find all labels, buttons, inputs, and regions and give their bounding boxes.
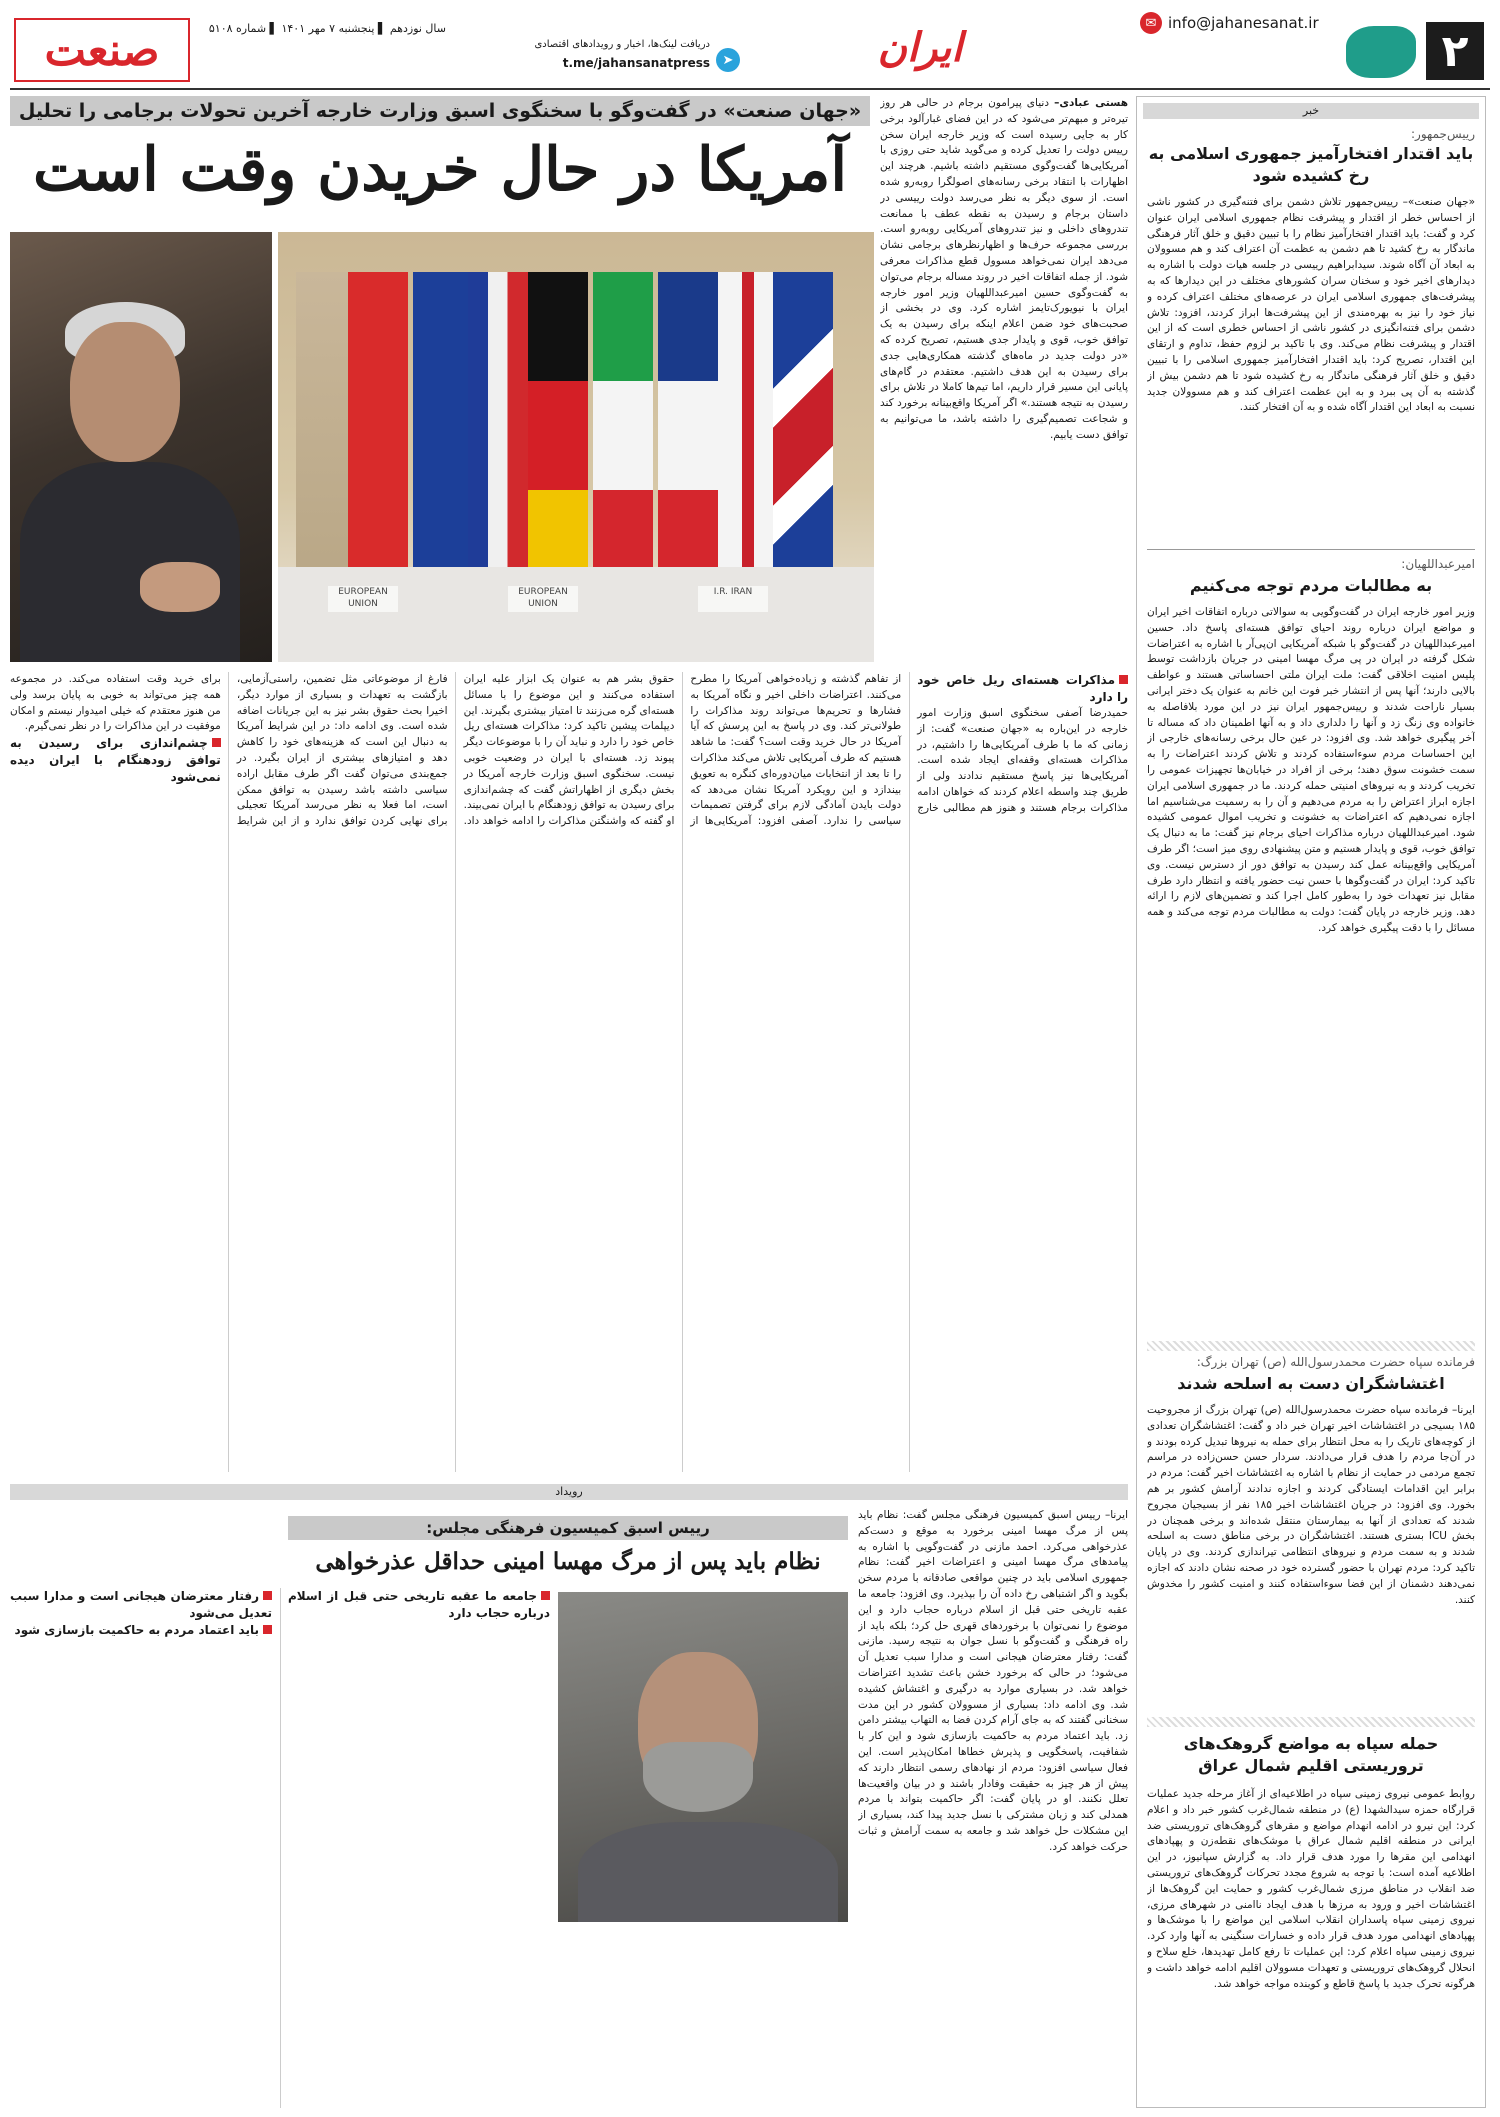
article-body: حمیدرضا آصفی سخنگوی اسبق وزارت امور خارجه در این‌باره به «جهان صنعت» گفت: از زمانی که ما با طرف آمریکایی‌ها را داشتیم، در مذاکرات هسته‌ای وقفه‌ای ایجاد شده است. آمریکایی‌ها نیز پاسخ مستقیم ندادند ولی از طریق چند واسطه اعلام کردند که خواهان ادامه مذاکرات برجام هستند و هنوز هم مطالبی خارج از تفاهم گذشته و زیاده‌خواهی آمریکا را مطرح می‌کنند. اعتراضات داخلی اخیر و نگاه آمریکا به فشارها و تحریم‌ها می‌تواند روند مذاکرات را طولانی‌تر کند. وی در پاسخ به این پرسش که آیا آمریکا در حال خرید وقت است؟ گفت: ما شاهد هستیم که طرف آمریکایی تلاش می‌کند مذاکرات را تا بعد از انتخابات میان‌دوره‌ای کنگره به تعویق بیندازد و این رویکرد آمریکا نشان می‌دهد که دولت بایدن آمادگی لازم برای گرفتن تصمیمات سیاسی را ندارد. آصفی افزود: آمریکایی‌ها از حقوق بشر هم به عنوان یک ابزار علیه ایران استفاده می‌کنند و این موضوع را با مسائل هسته‌ای گره می‌زنند تا امتیاز بیشتری بگیرند. این دیپلمات پیشین تاکید کرد: مذاکرات هسته‌ای ریل خاص خود را دارد و نباید آن را با موضوعات دیگر پیوند زد. هسته‌ای با ایران در وضعیت خوبی نیست. سخنگوی اسبق وزارت خارجه آمریکا در بخش دیگری از اظهاراتش گفت که چشم‌اندازی برای رسیدن به توافق زودهنگام با ایران نمی‌بیند. او گفته که واشنگتن مذاکرات را ادامه خواهد داد. فارغ از موضوعاتی مثل تضمین، راستی‌آزمایی، بازگشت به تعهدات و بسیاری از موارد دیگر، اخیرا بحث حقوق بشر نیز به این جریانات اضافه شده است. وی ادامه داد: در این شرایط آمریکا به دنبال این است که هزینه‌های خود را کاهش دهد و امتیازهای بیشتری از ایران بگیرد. در جمع‌بندی می‌توان گفت اگر طرف مقابل اراده سیاسی داشته باشد رسیدن به توافق ممکن است، اما فعلا به نظر می‌رسد آمریکا تعجیلی برای نهایی کردن توافق ندارد و از این شرایط برای خرید وقت استفاده می‌کند. در مجموعه همه چیز می‌تواند به خوبی به پایان برسد ولی من هنوز معتقدم که خیلی امیدوار نیستم و امکان موفقیت در این مذاکرات را در نظر نمی‌گیرم. [10, 673, 1128, 828]
hatch-divider [1147, 1717, 1475, 1727]
item-body: روابط عمومی نیروی زمینی سپاه در اطلاعیه‌ای از آغاز مرحله جدید عملیات قرارگاه حمزه سیدالشهدا (ع) در منطقه شمال‌غرب کشور خبر داد و اعلام کرد: این نیرو در ادامه انهدام مواضع و مقرهای گروهک‌های تروریستی ضد ایرانی در منطقه اقلیم شمال عراق با موشک‌های نقطه‌زن و پهپادهای انهدامی این مقرها را مورد هدف قرار داد. به گزارش سپانیوز، در این اطلاعیه آمده است: با توجه به شروع مجدد تحرکات گروهک‌های تروریستی ضد انقلاب در مناطق مرزی شمال‌غرب کشور و حمایت این گروهک‌ها از اغتشاشات اخیر و ورود به مرزها با هدف ایجاد ناامنی در شهرهای مرزی، نیروی زمینی سپاه پاسداران انقلاب اسلامی این مواضع را با موشک‌ها و پهپادهای انهدامی مورد هدف قرار داده و خسارات سنگینی به آنها وارد کرد. نیروی زمینی سپاه اعلام کرد: این عملیات تا رفع کامل تهدیدها، خلع سلاح و انحلال گروهک‌های تروریستی و تعهدات مسوولان اقلیم ادامه خواهد داشت و هرگونه تحرک جدید با پاسخ قاطع و کوبنده مواجه خواهد شد. [1147, 1788, 1475, 1990]
byline: هستی عبادی– [1054, 97, 1128, 109]
item-kicker: رییس‌جمهور: [1411, 127, 1475, 141]
page-number: ۲ [1426, 22, 1484, 80]
interviewee-photo [10, 232, 272, 662]
sub-headline: نظام باید پس از مرگ مهسا امینی حداقل عذرخواهی [315, 1548, 821, 1575]
sub-article-body: ایرنا– رییس اسبق کمیسیون فرهنگی مجلس گفت: نظام باید پس از مرگ مهسا امینی برخورد به موقع و دست‌کم عذرخواهی می‌کرد. احمد مازنی در گفت‌وگویی با اشاره به پیامدهای مرگ مهسا امینی و اعتراضات اخیر گفت: نظام جمهوری اسلامی باید در چنین مواقعی صادقانه با مردم سخن بگوید و اگر اشتباهی رخ داده آن را بپذیرد. وی افزود: جامعه ما عقبه تاریخی حتی قبل از اسلام درباره حجاب دارد و این موضوع را نمی‌توان با برخوردهای قهری حل کرد؛ بلکه باید از راه فرهنگی و گفت‌وگو با نسل جوان به نتیجه رسید. مازنی گفت: رفتار معترضان هیجانی است و مدارا سبب تعدیل آن می‌شود؛ در حالی که برخورد خشن باعث تشدید اعتراضات خواهد شد. در بسیاری موارد به درگیری و اغتشاش کشیده شد. وی ادامه داد: بسیاری از مسوولان کشور در این مدت سخنانی گفتند که به جای آرام کردن فضا به التهاب بیشتر دامن زد. باید اعتماد مردم به حاکمیت بازسازی شود و این کار با شفافیت، پاسخگویی و پذیرش خطاها امکان‌پذیر است. این فعال سیاسی افزود: مردم از نهادهای رسمی انتظار دارند که پیش از هر چیز به حقیقت وفادار باشند و در بیان واقعیت‌ها تعلل نکنند. او در پایان گفت: اگر حاکمیت بتواند با مردم همدلی کند و زبان مشترکی با نسل جدید پیدا کند، بسیاری از این مشکلات حل خواهد شد و جامعه به سمت آرامش و ثبات حرکت خواهد کرد. [858, 1509, 1128, 1853]
telegram-link[interactable]: t.me/jahansanatpress [562, 56, 710, 70]
sidebar-label: خبر [1143, 103, 1479, 119]
article-headline: آمریکا در حال خریدن وقت است [32, 135, 847, 205]
article-supertitle: «جهان صنعت» در گفت‌وگو با سخنگوی اسبق وزارت خارجه آخرین تحولات برجامی را تحلیل [10, 96, 870, 126]
telegram-text: دریافت لینک‌ها، اخبار و رویدادهای اقتصادی [534, 39, 710, 50]
jahan-sanat-logo [14, 18, 190, 82]
item-kicker: فرمانده سپاه حضرت محمدرسول‌الله (ص) تهران بزرگ: [1196, 1355, 1475, 1369]
email-contact[interactable] [1140, 10, 1340, 36]
iran-map-icon [1346, 26, 1416, 78]
red-square-icon [212, 738, 221, 747]
placard-eu: EUROPEAN UNION [328, 586, 398, 612]
telegram-promo[interactable] [440, 30, 740, 80]
subhead-no-early-deal: چشم‌اندازی برای رسیدن به توافق زودهنگام با ایران دیده نمی‌شود [10, 736, 221, 785]
subhead-hijab-history: جامعه ما عقبه تاریخی حتی قبل از اسلام درباره حجاب دارد [288, 1589, 550, 1620]
envelope-icon: ✉ [1140, 12, 1162, 34]
subhead-protesters: رفتار معترضان هیجانی است و مدارا سبب تعدیل می‌شود [10, 1589, 272, 1620]
item-separator [1147, 549, 1475, 550]
mazeni-photo [558, 1592, 848, 1922]
item-headline: حمله سپاه به مواضع گروهک‌های تروریستی اقلیم شمال عراق [1183, 1734, 1439, 1775]
email-address: info@jahanesanat.ir [1168, 14, 1319, 32]
issue-info: سال نوزدهم ▌ پنجشنبه ۷ مهر ۱۴۰۱ ▌ شماره ۵۱۰۸ [208, 22, 446, 35]
item-body: «جهان صنعت»– رییس‌جمهور تلاش دشمن برای فتنه‌گیری در کشور ناشی از احساس خطر از اقتدار و پیشرفت نظام جمهوری اسلامی ایران عنوان کرد و گفت: باید اقتدار افتخارآمیز نظام را با تبیین دقیق و خلق آثار فرهنگی ماندگار به رخ کشید تا هم دشمن به عظمت آن اعتراف کند و هم مسوولان به ابعاد آن آگاه شوند. سیدابراهیم رییسی در جلسه هیات دولت با اشاره به دیدارهای اخیر خود و سخنان سران کشورهای مختلف در این دیدارها که به پیشرفت‌های جمهوری اسلامی ایران در عرصه‌های مختلف اعتراف کرده و نیاز خود را نیز به بهره‌مندی از این پیشرفت‌ها ابراز کردند، افزود: تلاش دشمن برای فتنه‌انگیزی در کشور ناشی از احساس خطری است که از این اقتدار و پیشرفت نظام می‌کند. وی با تاکید بر لزوم حفظ، تداوم و ارتقای این اقتدار، تصریح کرد: باید اقتدار افتخارآمیز جمهوری اسلامی را با تبیین دقیق و خلق آثار فرهنگی ماندگار به رخ کشیده شود تا هم دشمن بیش از گذشته به آن پی ببرد و به این عظمت اعتراف کند و هم مسوولان جدید نسبت به ابعاد این اقتدار آگاه شده و به آن افتخار کنند. [1147, 196, 1475, 414]
hatch-divider [1147, 1341, 1475, 1351]
section-title: ایران [877, 24, 963, 71]
red-square-icon [263, 1591, 272, 1600]
item-headline: اغتشاشگران دست به اسلحه شدند [1177, 1374, 1445, 1393]
item-body: وزیر امور خارجه ایران در گفت‌وگویی به سوالاتی درباره اتفاقات اخیر ایران و مواضع ایران درباره روند احیای توافق هسته‌ای پاسخ داد. حسین امیرعبداللهیان در گفت‌وگو با شبکه آمریکایی ان‌پی‌آر با اشاره به اعتراضات شکل گرفته در ایران در پی مرگ مهسا امینی در جریان بازداشت توسط پلیس امنیت اخلاقی گفت: ملت ایران ملتی احساساتی هستند و عواطف بالایی دارند؛ آنها پس از انتشار خبر فوت این خانم به عنوان یک دختر ایرانی بسیار ناراحت شدند و رییس‌جمهور ایران نیز در این مورد بلافاصله به خانواده وی زنگ زد و آنها را دلداری داد و به آنها اطمینان داد که مساله تا آخر پیگیری خواهد شد. وی افزود: در عین حال برخی رسانه‌های خارجی از این احساسات مردم سوءاستفاده کردند و تلاش کردند اعتراضات را به سمت خشونت سوق دهند؛ برخی از افراد در خیابان‌ها تجهیزات عمومی را تخریب کردند و به نیروهای امنیتی حمله کردند. ما در جمهوری اسلامی ایران اجازه ابراز اعتراض را به مردم می‌دهیم و آن را به رسمیت می‌شناسیم اما اجازه نمی‌دهیم که اعتراضات به خشونت و تخریب اموال عمومی کشیده شود. امیرعبداللهیان درباره مذاکرات احیای برجام نیز گفت: ما به دنبال یک توافق خوب، قوی و پایدار هستیم و متن پیشنهادی روی میز است؛ اگر طرف آمریکایی واقع‌بینانه عمل کند رسیدن به توافق دور از دسترس نیست. وی تاکید کرد: ایران در گفت‌وگوها با حسن نیت حضور یافته و انتظار دارد طرف مقابل نیز تعهدات خود را به‌طور کامل اجرا کند و تضمین‌های لازم را ارائه دهد. وزیر خارجه در پایان گفت: دولت به مطالبات مردم توجه می‌کند و همه مسائل را با دقت پیگیری خواهد کرد. [1147, 606, 1475, 934]
item-kicker: امیرعبداللهیان: [1401, 557, 1475, 571]
sub-left-columns [10, 1588, 550, 2108]
article-body-columns [10, 672, 1128, 1472]
red-square-icon [263, 1625, 272, 1634]
lead-text: دنیای پیرامون برجام در حالی هر روز تیره‌تر و مبهم‌تر می‌شود که در این فضای غبارآلود برخی کار به جایی رسیده است که وزیر خارجه ایران سخن رییس دولت را تعدیل کرده و می‌گوید شاید حتی روزی با آمریکایی‌ها گفت‌وگوی مستقیم داشته باشیم. هرچند این اظهارات با انتقاد برخی رسانه‌های اصولگرا روبه‌رو شده است. از سوی دیگر به نظر می‌رسد دولت رییسی در داستان برجام و رسیدن به نقطه عطف با ممانعت تندروهای داخلی و نیز تندروهای آمریکایی روبه‌رو است. بررسی مجموعه حرف‌ها و اظهارنظرهای برجامی نشان می‌دهد ایران نمی‌خواهد مسوول قطع مذاکرات معرفی شود. از جمله اتفاقات اخیر در روند مساله برجام می‌توان به گفت‌وگوی حسین امیرعبداللهیان وزیر امور خارجه ایران با نیویورک‌تایمز اشاره کرد. وی در بخشی از صحبت‌های خود ضمن اعلام اینکه برای رسیدن به یک توافق خوب، قوی و پایدار جدی هستیم، تصریح کرده که «در دولت جدید در ماه‌های گذشته همکاری‌هایی جدی برای رسیدن به این هدف داشتیم. معتقدم در گام‌های پایانی این مسیر قرار داریم، اما تیم‌ها کاملا در تلاش برای رسیدن به نتیجه هستند.» اگر آمریکا واقع‌بینانه برخورد کند و شجاعت تصمیم‌گیری را داشته باشد، ما می‌توانیم به توافق دست یابیم. [880, 97, 1128, 441]
item-body: ایرنا– فرمانده سپاه حضرت محمدرسول‌الله (ص) تهران بزرگ از مجروحیت ۱۸۵ بسیجی در اغتشاشات اخیر تهران خبر داد و گفت: اغتشاشگران تعدادی از کوچه‌های تاریک را به محل انتظار برای حمله به نیروها تبدیل کرده بودند و در آن‌جا مردم را هدف قرار می‌دادند. سردار حسن حسن‌زاده در مراسم تجمع مردمی در حمایت از نظام با اشاره به اغتشاشات اخیر گفت: مردم در برابر این اقدامات ایستادگی کردند و اجازه ندادند آرامش کشور بر هم بخورد. وی افزود: در جریان اغتشاشات اخیر ۱۸۵ نفر از بسیجیان مجروح شدند که تعدادی از آنها به بیمارستان منتقل شده‌اند و برخی همچنان در بخش ICU بستری هستند. اغتشاشگران در برخی مناطق دست به اسلحه شدند و به سمت مردم و نیروهای انتظامی تیراندازی کردند. وی در پایان تاکید کرد: مردم تهران با حضور گسترده خود در صحنه نشان دادند که اجازه نمی‌دهند دشمنان از این فضا سوءاستفاده کنند و امنیت کشور را مخدوش کنند. [1147, 1404, 1475, 1606]
masthead-rule [10, 88, 1490, 90]
item-headline: به مطالبات مردم توجه می‌کنیم [1189, 576, 1433, 595]
item-headline: باید اقتدار افتخارآمیز جمهوری اسلامی به رخ کشیده شود [1148, 144, 1474, 185]
news-sidebar [1136, 96, 1486, 2108]
logo-text: صنعت [44, 24, 160, 76]
subhead-nuclear-track: مذاکرات هسته‌ای ریل خاص خود را دارد [917, 673, 1128, 704]
rooydad-label: رویداد [10, 1484, 1128, 1500]
sub-supertitle: رییس اسبق کمیسیون فرهنگی مجلس: [288, 1516, 848, 1540]
article-lead-column [880, 96, 1128, 656]
placard-iran: I.R. IRAN [698, 586, 768, 612]
negotiation-flags-photo [278, 232, 874, 662]
placard-eu-2: EUROPEAN UNION [508, 586, 578, 612]
red-square-icon [541, 1591, 550, 1600]
subhead-trust: باید اعتماد مردم به حاکمیت بازسازی شود [10, 1622, 272, 1639]
red-square-icon [1119, 675, 1128, 684]
telegram-icon: ➤ [716, 48, 740, 72]
